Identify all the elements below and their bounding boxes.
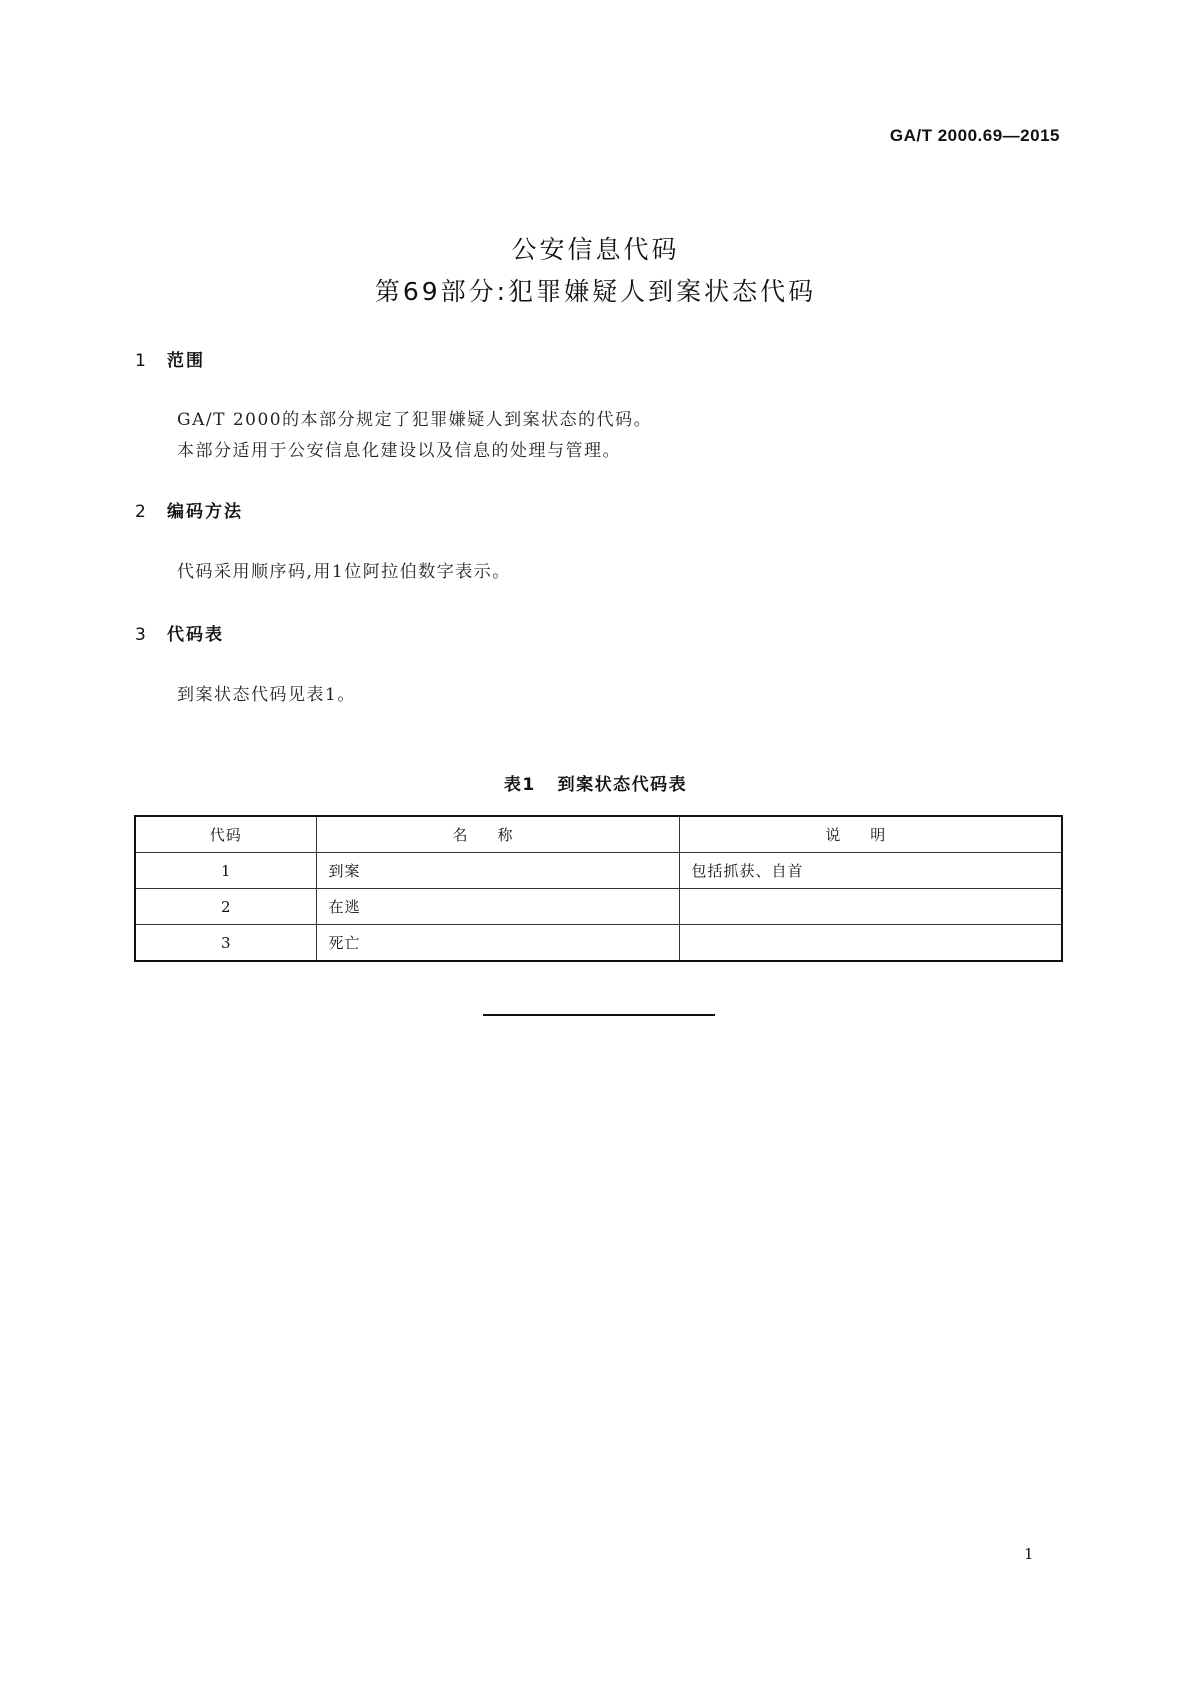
section-3-paragraph-1: 到案状态代码见表1。 xyxy=(177,685,356,705)
section-2-paragraph-1: 代码采用顺序码,用1位阿拉伯数字表示。 xyxy=(177,562,511,582)
cell-code: 2 xyxy=(135,889,316,925)
section-label: 代码表 xyxy=(167,625,224,645)
document-title-line1: 公安信息代码 xyxy=(511,235,680,264)
table-row xyxy=(135,853,1062,889)
cell-name: 死亡 xyxy=(316,925,679,962)
header-code: 代码 xyxy=(135,816,316,853)
section-number: 3 xyxy=(135,625,146,645)
cell-code: 1 xyxy=(135,853,316,889)
section-label: 编码方法 xyxy=(167,502,243,522)
table-caption-label: 表1 xyxy=(503,775,536,795)
standard-number: GA/T 2000.69—2015 xyxy=(889,126,1060,145)
section-1-paragraph-1: GA/T 2000的本部分规定了犯罪嫌疑人到案状态的代码。 xyxy=(177,410,653,430)
cell-code: 3 xyxy=(135,925,316,962)
cell-description: 包括抓获、自首 xyxy=(679,853,1062,889)
document-title-line2: 第69部分:犯罪嫌疑人到案状态代码 xyxy=(374,277,817,306)
table-caption-title: 到案状态代码表 xyxy=(557,775,688,795)
section-number: 1 xyxy=(135,351,146,371)
table-header-row xyxy=(135,816,1062,853)
table-caption xyxy=(0,770,1191,795)
status-code-table xyxy=(134,815,1063,962)
table-row xyxy=(135,889,1062,925)
section-number: 2 xyxy=(135,502,146,522)
page-number: 1 xyxy=(1024,1545,1034,1563)
cell-description xyxy=(679,925,1062,962)
section-2-heading xyxy=(135,497,243,522)
cell-name: 到案 xyxy=(316,853,679,889)
section-label: 范围 xyxy=(167,351,205,371)
header-name: 名称 xyxy=(316,816,679,853)
cell-description xyxy=(679,889,1062,925)
header-description: 说明 xyxy=(679,816,1062,853)
table-row xyxy=(135,925,1062,962)
section-1-heading xyxy=(135,346,205,371)
section-1-paragraph-2: 本部分适用于公安信息化建设以及信息的处理与管理。 xyxy=(177,441,621,461)
cell-name: 在逃 xyxy=(316,889,679,925)
section-3-heading xyxy=(135,620,224,645)
end-divider xyxy=(483,1014,715,1016)
